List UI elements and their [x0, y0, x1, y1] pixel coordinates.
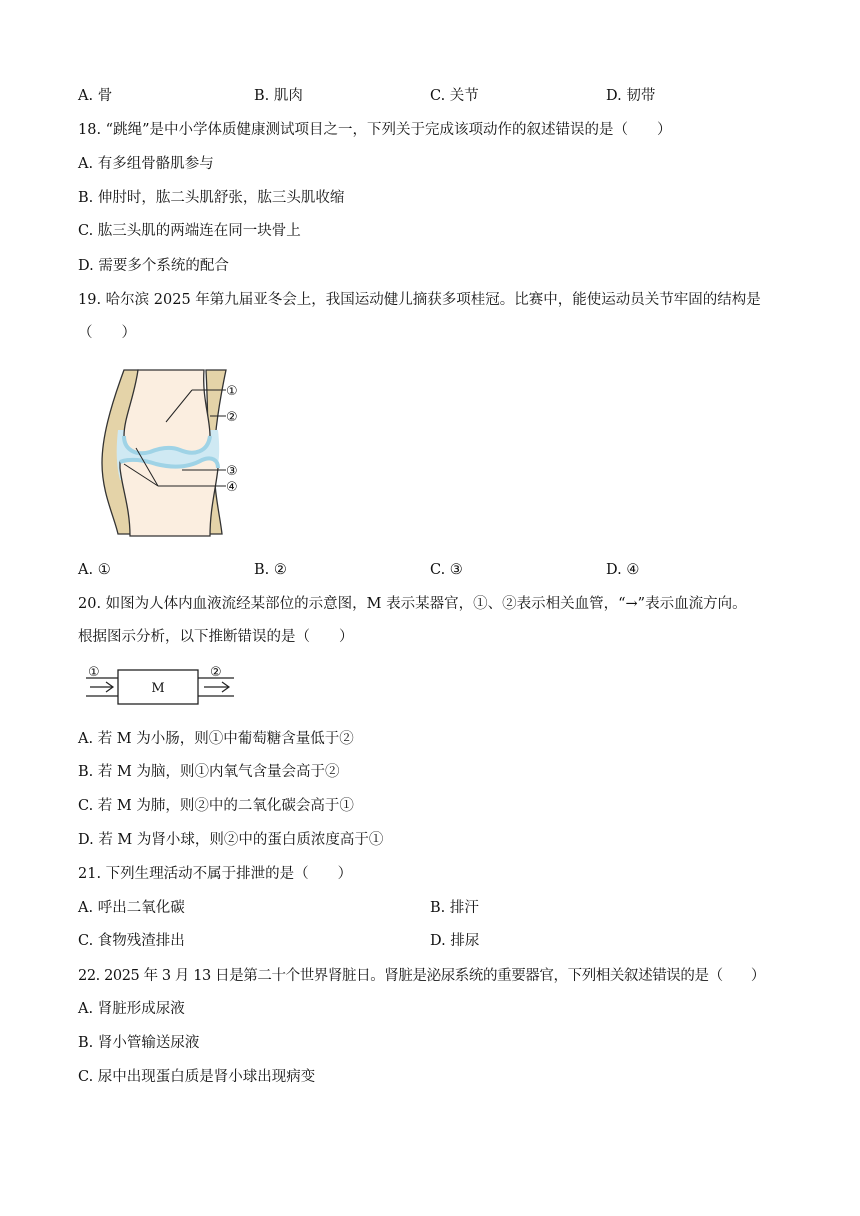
q20-option-b: B. 若 M 为脑，则①内氧气含量会高于② [78, 764, 340, 780]
q20-option-a: A. 若 M 为小肠，则①中葡萄糖含量低于② [78, 731, 354, 747]
q17-option-c: C. 关节 [430, 88, 479, 104]
q21-option-d: D. 排尿 [430, 933, 480, 949]
q17-option-d: D. 韧带 [606, 88, 656, 104]
q22-stem: 22. 2025 年 3 月 13 日是第二十个世界肾脏日。肾脏是泌尿系统的重要器官，下列相关叙述错误的是（ ） [78, 968, 765, 984]
q20-stem-continued: 根据图示分析，以下推断错误的是（ ） [78, 629, 354, 645]
q18-stem: 18. “跳绳”是中小学体质健康测试项目之一，下列关于完成该项动作的叙述错误的是（ ） [78, 122, 672, 138]
q18-option-c: C. 肱三头肌的两端连在同一块骨上 [78, 223, 301, 239]
knee-label-1: ① [226, 384, 238, 399]
q17-option-b: B. 肌肉 [254, 88, 303, 104]
vessel-label-1: ① [88, 665, 100, 680]
q21-stem: 21. 下列生理活动不属于排泄的是（ ） [78, 866, 353, 882]
q17-option-a: A. 骨 [78, 88, 113, 104]
q18-option-b: B. 伸肘时，肱二头肌舒张，肱三头肌收缩 [78, 190, 345, 206]
q21-option-b: B. 排汗 [430, 900, 479, 916]
knee-label-2: ② [226, 410, 238, 425]
q19-option-d: D. ④ [606, 562, 640, 578]
vessel-label-2: ② [210, 665, 222, 680]
q19-stem: 19. 哈尔滨 2025 年第九届亚冬会上，我国运动健儿摘获多项桂冠。比赛中，能使运动员关节牢固的结构是 [78, 292, 761, 308]
q20-stem: 20. 如图为人体内血液流经某部位的示意图，M 表示某器官，①、②表示相关血管，“→”表示血流方向。 [78, 596, 747, 612]
q19-stem-continued: （ ） [78, 325, 136, 341]
q21-option-c: C. 食物残渣排出 [78, 933, 185, 949]
q19-option-b: B. ② [254, 562, 287, 578]
q18-option-a: A. 有多组骨骼肌参与 [78, 156, 214, 172]
q21-option-a: A. 呼出二氧化碳 [78, 900, 185, 916]
blood-flow-figure [84, 664, 244, 710]
q18-option-d: D. 需要多个系统的配合 [78, 258, 229, 274]
q22-option-a: A. 肾脏形成尿液 [78, 1001, 185, 1017]
knee-joint-figure [96, 368, 256, 538]
knee-label-3: ③ [226, 464, 238, 479]
q22-option-c: C. 尿中出现蛋白质是肾小球出现病变 [78, 1069, 316, 1085]
knee-label-4: ④ [226, 480, 238, 495]
organ-m-label: M [151, 681, 165, 696]
q19-option-a: A. ① [78, 562, 111, 578]
q20-option-d: D. 若 M 为肾小球，则②中的蛋白质浓度高于① [78, 832, 384, 848]
q19-option-c: C. ③ [430, 562, 463, 578]
q22-option-b: B. 肾小管输送尿液 [78, 1035, 200, 1051]
q20-option-c: C. 若 M 为肺，则②中的二氧化碳会高于① [78, 798, 354, 814]
